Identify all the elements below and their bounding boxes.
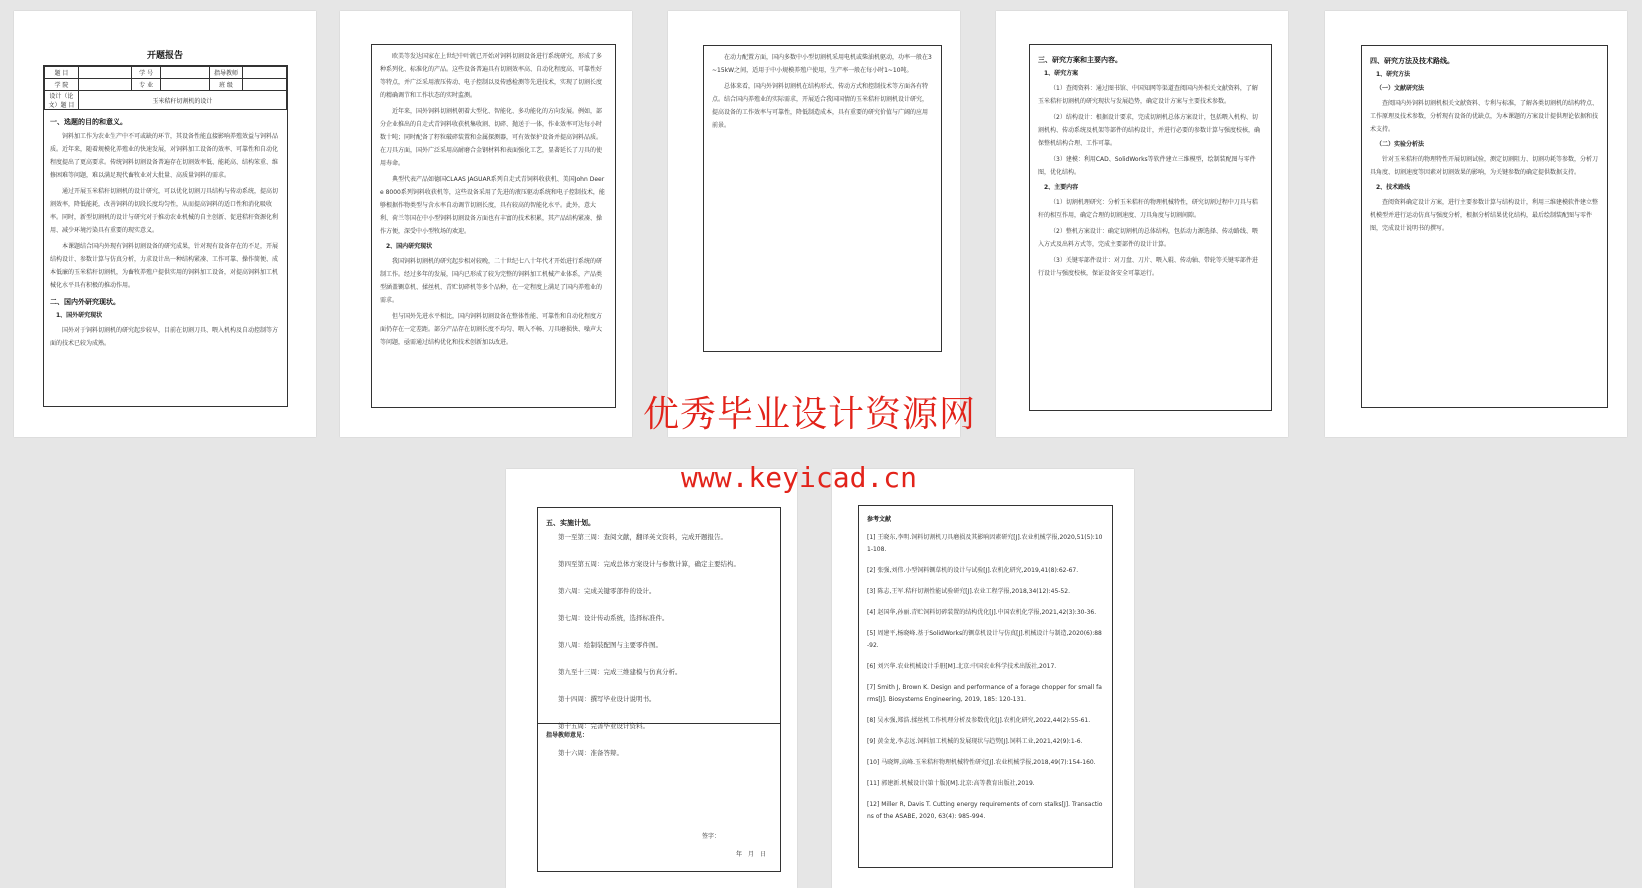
info-row-1 — [45, 67, 287, 79]
section-4-sub-1: 1、研究方法 — [1376, 71, 1411, 78]
section-1-para-3: 本课题结合国内外现有饲料切割设备的研究成果，针对现有设备存在的不足，开展结构设计、参数计算与仿真分析，力求设计出一种结构紧凑、工作可靠、操作简便、成本低廉的玉米秸秆切割机，为畜牧养殖户提供实用的饲料加工设备，对提高饲料加工机械化水平具有积极的推动作用。 — [50, 243, 279, 289]
value-major — [161, 79, 209, 91]
reference-item: [10] 马晓辉,高峰.玉米秸秆物理机械特性研究[J].农业机械学报,2018,49(7):154-160. — [867, 759, 1096, 766]
section-3-para-2: （2）结构设计：根据设计要求，完成切割机总体方案设计，包括喂入机构、切割机构、传动系统及机架等部件的结构设计，并进行必要的参数计算与强度校核，确保整机结构合理、工作可靠。 — [1038, 114, 1261, 147]
page-3 — [668, 11, 960, 437]
section-3-para-4: （1）切割机理研究：分析玉米秸秆的物理机械特性，研究切割过程中刀具与秸秆的相互作用，确定合理的切割速度、刀具角度与切割间隙。 — [1038, 199, 1258, 219]
plan-item: 第十六周：准备答辩。 — [558, 749, 623, 757]
page-2-para-4: 我国饲料切割机的研究起步相对较晚，二十世纪七八十年代才开始进行系统的研制工作。经过多年的发展，国内已形成了较为完整的饲料加工机械产业体系，产品类型涵盖铡草机、揉丝机、青贮切碎机等多个品种，在一定程度上满足了国内养殖业的需求。 — [380, 258, 603, 304]
page-2-subheading: 2、国内研究现状 — [386, 243, 433, 250]
section-2-para-1: 国外对于饲料切割机的研究起步较早，目前在切割刀具、喂入机构及自动控制等方面的技术已较为成熟。 — [50, 327, 279, 347]
value-advisor — [243, 67, 287, 79]
label-advisor: 指导教师 — [209, 67, 243, 79]
section-4-heading: 四、研究方法及技术路线。 — [1370, 57, 1454, 65]
info-table — [44, 66, 287, 110]
section-4-para-1: 查阅国内外饲料切割机相关文献资料、专利与标准，了解各类切割机的结构特点、工作原理及技术参数，分析现有设备的优缺点，为本课题的方案设计提供理论依据和技术支持。 — [1370, 100, 1599, 133]
section-1-heading: 一、选题的目的和意义。 — [50, 118, 127, 126]
label-major: 专 业 — [132, 79, 161, 91]
signature-label: 签字： — [701, 833, 720, 840]
page-2-para-3: 典型代表产品如德国CLAAS JAGUAR系列自走式青饲料收获机、美国John Deere 8000系列饲料收获机等，这些设备采用了先进的液压驱动系统和电子控制技术，能够根据作物类型与含水率自动调节切割长度，具有较高的智能化水平。此外，意大利、荷兰等国在中小型饲料切割设备方面也有丰富的技术积累，其产品结构紧凑、操作方便，深受中小型牧场的欢迎。 — [380, 176, 605, 235]
watermark-site-name: 优秀毕业设计资源网 — [643, 394, 977, 435]
section-3-sub-2: 2、主要内容 — [1044, 184, 1079, 191]
section-3-para-5: （2）整机方案设计：确定切割机的总体结构，包括动力源选择、传动路线、喂入方式及出料方式等，完成主要部件的设计计算。 — [1038, 228, 1258, 248]
value-student-id — [161, 67, 209, 79]
page-2-para-5: 但与国外先进水平相比，国内饲料切割设备在整体性能、可靠性和自动化程度方面仍存在一定差距。部分产品存在切割长度不均匀、喂入不畅、刀具磨损快、噪声大等问题，亟需通过结构优化和技术创新加以改进。 — [380, 313, 603, 346]
reference-item: [4] 赵国华,孙丽.青贮饲料切碎装置的结构优化[J].中国农机化学报,2021,42(3):30-36. — [867, 609, 1097, 616]
reference-item: [7] Smith J, Brown K. Design and performance of a forage chopper for small farms[J]. Biosystems Engineering, 2019, 185: 120-131. — [867, 684, 1102, 703]
page-3-para-2: 总体来看，国内外饲料切割机在结构形式、传动方式和控制技术等方面各有特点。结合国内养殖业的实际需求，开展适合我国国情的玉米秸秆切割机设计研究，提高设备的工作效率与可靠性，降低制造成本，具有重要的研究价值与广阔的应用前景。 — [712, 83, 929, 129]
page-4 — [996, 11, 1288, 437]
reference-item: [1] 王晓东,李明.饲料切割机刀具磨损及其影响因素研究[J].农业机械学报,2020,51(5):101-108. — [867, 534, 1103, 553]
page-3-frame — [703, 45, 942, 352]
label-thesis-title: 设计（论文）题 目 — [45, 91, 79, 110]
plan-item: 第六周：完成关键零部件的设计。 — [558, 587, 656, 595]
section-2-heading: 二、国内外研究现状。 — [50, 298, 120, 306]
plan-item: 第一至第三周：查阅文献，翻译英文资料，完成开题报告。 — [558, 533, 727, 541]
page-2 — [340, 11, 632, 437]
section-3-para-6: （3）关键零部件设计：对刀盘、刀片、喂入辊、传动轴、带轮等关键零部件进行设计与强度校核，保证设备安全可靠运行。 — [1038, 257, 1258, 277]
plan-item: 第八周：绘制装配图与主要零件图。 — [558, 641, 662, 649]
plan-item: 第七周：设计传动系统，选择标准件。 — [558, 614, 669, 622]
section-3-para-1: （1）查阅资料：通过图书馆、中国知网等渠道查阅国内外相关文献资料，了解玉米秸秆切割机的研究现状与发展趋势，确定设计方案与主要技术参数。 — [1038, 85, 1258, 105]
label-topic: 题 目 — [45, 67, 79, 79]
watermark-url: www.keyicad.cn — [681, 461, 918, 494]
reference-item: [9] 黄金龙,李志远.饲料加工机械的发展现状与趋势[J].饲料工业,2021,42(9):1-6. — [867, 738, 1083, 745]
page-6 — [506, 469, 797, 888]
value-topic — [78, 67, 131, 79]
reference-item: [2] 张强,刘伟.小型饲料铡草机的设计与试验[J].农机化研究,2019,41(8):62-67. — [867, 567, 1079, 574]
page-1 — [14, 11, 316, 437]
page-5 — [1325, 11, 1627, 437]
page-3-para-1: 在动力配置方面，国内多数中小型切割机采用电机或柴油机驱动，功率一般在3~15kW之间，适用于中小规模养殖户使用，生产率一般在每小时1~10吨。 — [712, 54, 932, 74]
advisor-box — [538, 724, 780, 872]
report-title: 开题报告 — [146, 51, 183, 61]
label-student-id: 学 号 — [132, 67, 161, 79]
section-1-para-2: 通过开展玉米秸秆切割机的设计研究，可以优化切割刀具结构与传动系统，提高切割效率，降低能耗，改善饲料的切段长度均匀性，从而提高饲料的适口性和消化吸收率。同时，新型切割机的设计与研究对于推动农业机械的自主创新、促进秸秆资源化利用、减少环境污染具有重要的现实意义。 — [50, 188, 279, 234]
page-7 — [832, 469, 1134, 888]
page-5-frame — [1361, 45, 1608, 408]
reference-item: [12] Miller R, Davis T. Cutting energy requirements of corn stalks[J]. Transactions of the ASABE, 2020, 63(4): 985-994. — [867, 801, 1103, 820]
section-4-para-3: 查阅资料确定设计方案，进行主要参数计算与结构设计，利用三维建模软件建立整机模型并进行运动仿真与强度分析，根据分析结果优化结构，最后绘制装配图与零件图，完成设计说明书的撰写。 — [1370, 199, 1599, 232]
section-5-heading: 五、实施计划。 — [546, 519, 595, 527]
info-row-3 — [45, 91, 287, 110]
plan-item: 第十四周：撰写毕业设计说明书。 — [558, 695, 656, 703]
plan-item: 第四至第五周：完成总体方案设计与参数计算，确定主要结构。 — [558, 560, 740, 568]
plan-item: 第十五周：完善毕业设计资料。 — [558, 722, 649, 730]
page-6-frame — [537, 507, 781, 872]
page-4-frame — [1029, 44, 1272, 411]
section-4-para-2: 针对玉米秸秆的物理特性开展切割试验，测定切割阻力、切割功耗等参数，分析刀具角度、切割速度等因素对切割效果的影响，为关键参数的确定提供数据支持。 — [1370, 156, 1599, 176]
section-4-sub-1a: （一）文献研究法 — [1376, 85, 1425, 92]
section-4-sub-2: 2、技术路线 — [1376, 184, 1411, 191]
section-3-heading: 三、研究方案和主要内容。 — [1038, 56, 1122, 64]
reference-item: [3] 陈志,王军.秸秆切割性能试验研究[J].农业工程学报,2018,34(12):45-52. — [867, 588, 1070, 595]
page-2-frame — [371, 44, 616, 408]
reference-item: [11] 郭建新.机械设计(第十版)[M].北京:高等教育出版社,2019. — [867, 780, 1035, 787]
page-2-para-2: 近年来，国外饲料切割机朝着大型化、智能化、多功能化的方向发展。例如，部分企业推出的自走式青饲料收获机集收割、切碎、抛送于一体，作业效率可达每小时数十吨；同时配备了籽粒破碎装置和金属探测器，可有效保护设备并提高饲料品质。在刀具方面，国外广泛采用高耐磨合金钢材料和表面强化工艺，显著延长了刀具的使用寿命。 — [380, 108, 603, 167]
label-college: 学 院 — [45, 79, 79, 91]
reference-item: [6] 刘兴华.农业机械设计手册[M].北京:中国农业科学技术出版社,2017. — [867, 663, 1057, 670]
reference-item: [8] 吴永强,郑浩.揉丝机工作机理分析及参数优化[J].农机化研究,2022,44(2):55-61. — [867, 717, 1091, 724]
page-1-frame — [43, 65, 288, 407]
value-college — [78, 79, 131, 91]
section-2-subheading: 1、国外研究现状 — [56, 312, 103, 319]
value-class — [243, 79, 287, 91]
section-4-sub-1b: （二）实验分析法 — [1376, 141, 1425, 148]
plan-item: 第九至十三周：完成三维建模与仿真分析。 — [558, 668, 682, 676]
section-3-para-3: （3）建模：利用CAD、SolidWorks等软件建立三维模型，绘制装配图与零件图，优化结构。 — [1038, 156, 1256, 176]
info-row-2 — [45, 79, 287, 91]
page-7-frame — [858, 505, 1113, 868]
label-class: 班 级 — [209, 79, 243, 91]
references-heading: 参考文献 — [867, 516, 892, 523]
reference-item: [5] 周建平,杨晓峰.基于SolidWorks的铡草机设计与仿真[J].机械设计与制造,2020(6):88-92. — [867, 630, 1102, 649]
section-1-para-1: 饲料加工作为农业生产中不可或缺的环节，其设备性能直接影响养殖效益与饲料品质。近年来，随着规模化养殖业的快速发展，对饲料加工设备的效率、可靠性和自动化程度提出了更高要求。传统饲料切割设备普遍存在切割效率低、能耗高、结构笨重、维修困难等问题，难以满足现代畜牧业对大批量、高质量饲料的需求。 — [50, 133, 279, 179]
date-label: 年 月 日 — [735, 851, 766, 858]
value-thesis-title: 玉米秸秆切割机的设计 — [78, 91, 286, 110]
advisor-opinion-label: 指导教师意见： — [546, 732, 589, 739]
page-2-para-1: 欧美等发达国家在上世纪中叶就已开始对饲料切割设备进行系统研究，形成了多种系列化、标准化的产品。这些设备普遍具有切割效率高、自动化程度高、可靠性好等特点，并广泛采用液压传动、电子控制以及传感检测等先进技术，实现了切割长度的精确调节和工作状态的实时监测。 — [380, 53, 603, 99]
section-3-sub-1: 1、研究方案 — [1044, 70, 1079, 77]
